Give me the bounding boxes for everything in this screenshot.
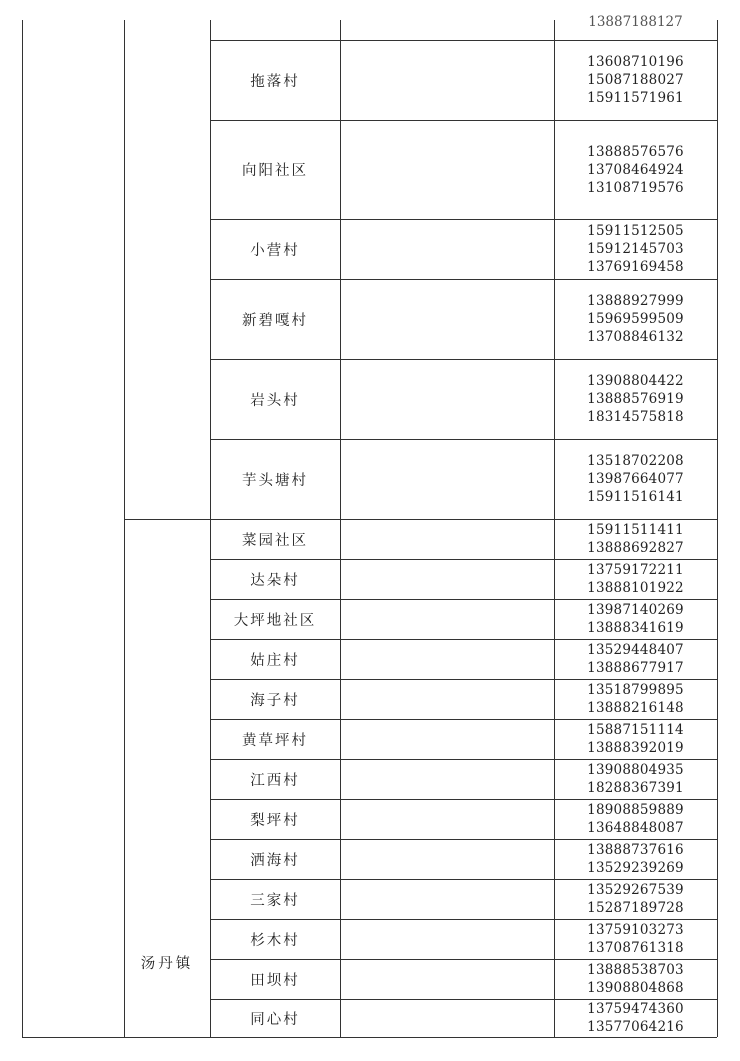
section_b_rows-phone-list <box>554 799 717 839</box>
phone-number: 13888341619 <box>587 620 684 636</box>
section_b_rows-phone-list <box>554 759 717 799</box>
section_a_rows-village-name: 拖落村 <box>250 73 300 90</box>
phone-number: 13888927999 <box>587 293 684 309</box>
section_b_rows-phone-list <box>554 959 717 999</box>
phone-number: 13888392019 <box>587 740 684 756</box>
phone-number: 13908804935 <box>587 762 684 778</box>
cut-off-phone-number: 13887188127 <box>588 14 683 30</box>
phone-number: 13987140269 <box>587 602 684 618</box>
section_b_rows-village-name: 田坝村 <box>250 972 300 989</box>
section_b_rows-village-name: 达朵村 <box>250 572 300 589</box>
section_b_rows-village-name: 黄草坪村 <box>242 732 308 749</box>
section_b_rows-village-name: 江西村 <box>250 772 300 789</box>
phone-number: 13529267539 <box>587 882 684 898</box>
section_b_rows-village-name: 大坪地社区 <box>233 612 317 629</box>
section_b_rows-phone-list <box>554 559 717 599</box>
section_a_rows-phone-list <box>554 439 717 519</box>
section_b_rows-village-name: 三家村 <box>250 892 300 909</box>
phone-number: 15887151114 <box>587 722 684 738</box>
section_b_rows-phone-list <box>554 879 717 919</box>
phone-number: 15911511411 <box>587 522 684 538</box>
section_a_rows-village-name: 岩头村 <box>250 392 300 409</box>
phone-number: 13529239269 <box>587 860 684 876</box>
phone-number: 15969599509 <box>587 311 684 327</box>
section_a_rows-phone-list <box>554 359 717 439</box>
phone-number: 13577064216 <box>587 1019 684 1035</box>
phone-number: 13888576919 <box>587 391 684 407</box>
section_b_rows-village-name: 姑庄村 <box>250 652 300 669</box>
section_b_rows-phone-list <box>554 919 717 959</box>
section_b_rows-village-name: 菜园社区 <box>242 532 308 549</box>
phone-number: 13888576576 <box>587 143 684 160</box>
phone-number: 13888538703 <box>587 962 684 978</box>
section_b_rows-phone-list <box>554 519 717 559</box>
phone-number: 13608710196 <box>587 54 684 70</box>
phone-number: 13908804422 <box>587 373 684 389</box>
phone-number: 13759474360 <box>587 1001 684 1017</box>
phone-number: 13759103273 <box>587 922 684 938</box>
phone-number: 13987664077 <box>587 471 684 487</box>
contact-table <box>22 14 717 1037</box>
phone-number: 18908859889 <box>587 802 684 818</box>
phone-number: 13888101922 <box>587 580 684 596</box>
phone-number: 13648848087 <box>587 820 684 836</box>
phone-number: 13888737616 <box>587 842 684 858</box>
phone-number: 15087188027 <box>587 72 684 88</box>
section_b_rows-phone-list <box>554 839 717 879</box>
phone-number: 15912145703 <box>587 241 684 257</box>
section_a_rows-village-name: 新碧嘎村 <box>242 312 308 329</box>
section_a_rows-phone-list <box>554 279 717 359</box>
phone-number: 13888216148 <box>587 700 684 716</box>
phone-number: 15911512505 <box>587 223 684 239</box>
phone-number: 13529448407 <box>587 642 684 658</box>
phone-number: 13888692827 <box>587 540 684 556</box>
town-name: 汤丹镇 <box>140 956 194 972</box>
phone-number: 13108719576 <box>587 179 684 196</box>
section_a_rows-village-name: 芋头塘村 <box>242 472 308 489</box>
phone-number: 15911571961 <box>587 90 684 106</box>
section_b_rows-phone-list <box>554 999 717 1037</box>
section_a_rows-phone-list <box>554 120 717 219</box>
phone-number: 15287189728 <box>587 900 684 916</box>
section_b_rows-phone-list <box>554 639 717 679</box>
section_b_rows-phone-list <box>554 679 717 719</box>
table-vertical-rule <box>124 20 125 1037</box>
phone-number: 13518799895 <box>587 682 684 698</box>
section_a_rows-phone-list <box>554 219 717 279</box>
section_a_rows-phone-list <box>554 40 717 120</box>
section_b_rows-village-name: 梨坪村 <box>250 812 300 829</box>
section_b_rows-phone-list <box>554 599 717 639</box>
section_b_rows-village-name: 杉木村 <box>250 932 300 949</box>
phone-number: 13708761318 <box>587 940 684 956</box>
table-vertical-rule <box>22 20 23 1037</box>
table-bottom-rule <box>22 1037 717 1038</box>
phone-number: 18314575818 <box>587 409 684 425</box>
phone-number: 15911516141 <box>587 489 684 505</box>
phone-number: 13708846132 <box>587 329 684 345</box>
section_b_rows-village-name: 海子村 <box>250 692 300 709</box>
phone-number: 13888677917 <box>587 660 684 676</box>
phone-number: 13518702208 <box>587 453 684 469</box>
phone-number: 13759172211 <box>587 562 684 578</box>
section_b_rows-village-name: 洒海村 <box>250 852 300 869</box>
section_a_rows-village-name: 向阳社区 <box>242 163 308 179</box>
table-vertical-rule <box>717 20 718 1037</box>
section_a_rows-village-name: 小营村 <box>250 242 300 259</box>
phone-number: 13708464924 <box>587 161 684 178</box>
phone-number: 13769169458 <box>587 259 684 275</box>
phone-number: 13908804868 <box>587 980 684 996</box>
phone-number: 18288367391 <box>587 780 684 796</box>
table-vertical-rule <box>340 20 341 1037</box>
section_b_rows-village-name: 同心村 <box>250 1011 300 1028</box>
section_b_rows-phone-list <box>554 719 717 759</box>
